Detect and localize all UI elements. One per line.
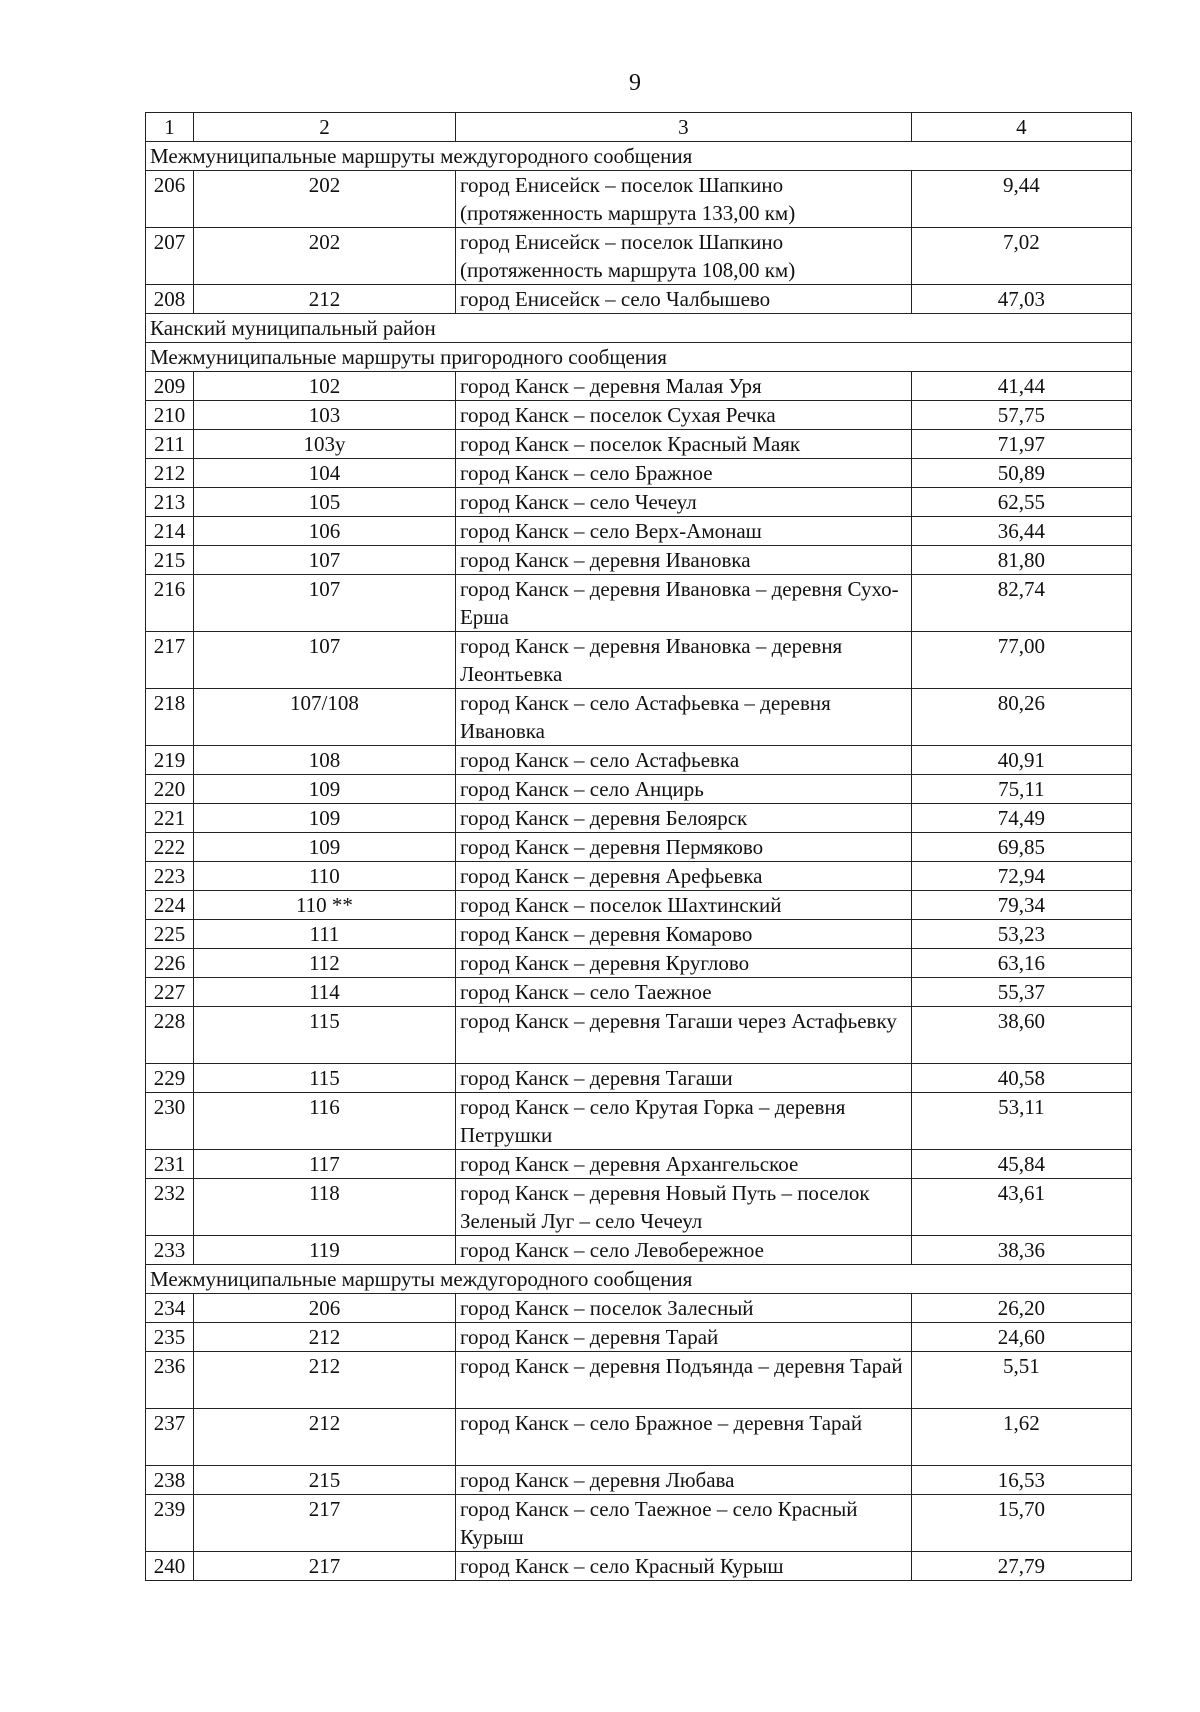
row-number-cell: 239: [146, 1495, 194, 1552]
route-value-cell: 40,58: [911, 1064, 1131, 1093]
row-number-cell: 223: [146, 862, 194, 891]
route-name-cell: город Канск – село Астафьевка: [455, 746, 911, 775]
table-row: [146, 949, 1132, 978]
routes-table: [145, 112, 1132, 1581]
route-name-cell: город Канск – село Левобережное: [455, 1236, 911, 1265]
route-value-cell: 15,70: [911, 1495, 1131, 1552]
table-row: [146, 833, 1132, 862]
section-row: [146, 343, 1132, 372]
header-cell-4: 4: [911, 113, 1131, 142]
route-number-cell: 212: [193, 1352, 455, 1409]
row-number-cell: 220: [146, 775, 194, 804]
table-row: [146, 228, 1132, 285]
route-value-cell: 24,60: [911, 1323, 1131, 1352]
page-number: 9: [629, 70, 641, 96]
row-number-cell: 235: [146, 1323, 194, 1352]
route-number-cell: 107/108: [193, 689, 455, 746]
route-value-cell: 82,74: [911, 575, 1131, 632]
table-row: [146, 978, 1132, 1007]
route-name-cell: город Канск – поселок Шахтинский: [455, 891, 911, 920]
route-number-cell: 106: [193, 517, 455, 546]
row-number-cell: 229: [146, 1064, 194, 1093]
table-row: [146, 746, 1132, 775]
route-value-cell: 26,20: [911, 1294, 1131, 1323]
route-name-cell: город Канск – деревня Ивановка – деревня Леонтьевка: [455, 632, 911, 689]
row-number-cell: 231: [146, 1150, 194, 1179]
row-number-cell: 211: [146, 430, 194, 459]
route-name-cell: город Канск – поселок Сухая Речка: [455, 401, 911, 430]
route-name-cell: город Канск – село Крутая Горка – деревня Петрушки: [455, 1093, 911, 1150]
header-cell-3: 3: [455, 113, 911, 142]
route-number-cell: 103: [193, 401, 455, 430]
table-row: [146, 171, 1132, 228]
table-row: [146, 459, 1132, 488]
row-number-cell: 218: [146, 689, 194, 746]
section-row: [146, 142, 1132, 171]
route-name-cell: город Канск – деревня Тагаши через Астафьевку: [455, 1007, 911, 1064]
row-number-cell: 236: [146, 1352, 194, 1409]
section-row: [146, 314, 1132, 343]
route-name-cell: город Канск – деревня Комарово: [455, 920, 911, 949]
table-row: [146, 1495, 1132, 1552]
table-row: [146, 1352, 1132, 1409]
route-name-cell: город Канск – село Бражное: [455, 459, 911, 488]
route-value-cell: 43,61: [911, 1179, 1131, 1236]
route-number-cell: 115: [193, 1007, 455, 1064]
route-number-cell: 109: [193, 833, 455, 862]
routes-body: [146, 113, 1132, 1581]
route-number-cell: 202: [193, 228, 455, 285]
table-row: [146, 1236, 1132, 1265]
route-value-cell: 38,36: [911, 1236, 1131, 1265]
route-name-cell: город Канск – поселок Залесный: [455, 1294, 911, 1323]
table-row: [146, 632, 1132, 689]
route-name-cell: город Канск – село Чечеул: [455, 488, 911, 517]
table-row: [146, 689, 1132, 746]
route-value-cell: 74,49: [911, 804, 1131, 833]
section-title: Межмуниципальные маршруты междугородного сообщения: [146, 142, 1132, 171]
table-row: [146, 546, 1132, 575]
route-name-cell: город Канск – деревня Пермяково: [455, 833, 911, 862]
table-row: [146, 430, 1132, 459]
route-value-cell: 38,60: [911, 1007, 1131, 1064]
row-number-cell: 224: [146, 891, 194, 920]
route-value-cell: 27,79: [911, 1552, 1131, 1581]
row-number-cell: 238: [146, 1466, 194, 1495]
route-number-cell: 117: [193, 1150, 455, 1179]
route-value-cell: 16,53: [911, 1466, 1131, 1495]
route-name-cell: город Канск – деревня Ивановка – деревня Сухо-Ерша: [455, 575, 911, 632]
route-number-cell: 104: [193, 459, 455, 488]
route-name-cell: город Канск – деревня Ивановка: [455, 546, 911, 575]
route-name-cell: город Канск – село Верх-Амонаш: [455, 517, 911, 546]
route-name-cell: город Канск – поселок Красный Маяк: [455, 430, 911, 459]
route-value-cell: 69,85: [911, 833, 1131, 862]
section-row: [146, 1265, 1132, 1294]
route-number-cell: 110 **: [193, 891, 455, 920]
table-row: [146, 775, 1132, 804]
route-name-cell: город Енисейск – село Чалбышево: [455, 285, 911, 314]
table-row: [146, 401, 1132, 430]
route-value-cell: 40,91: [911, 746, 1131, 775]
route-value-cell: 71,97: [911, 430, 1131, 459]
route-number-cell: 111: [193, 920, 455, 949]
row-number-cell: 227: [146, 978, 194, 1007]
table-row: [146, 517, 1132, 546]
route-number-cell: 206: [193, 1294, 455, 1323]
route-value-cell: 7,02: [911, 228, 1131, 285]
header-cell-1: 1: [146, 113, 194, 142]
table-row: [146, 372, 1132, 401]
table-row: [146, 1466, 1132, 1495]
table-row: [146, 1409, 1132, 1466]
table-row: [146, 804, 1132, 833]
route-value-cell: 45,84: [911, 1150, 1131, 1179]
row-number-cell: 221: [146, 804, 194, 833]
route-name-cell: город Канск – село Таежное: [455, 978, 911, 1007]
route-name-cell: город Канск – село Бражное – деревня Тарай: [455, 1409, 911, 1466]
route-name-cell: город Енисейск – поселок Шапкино (протяженность маршрута 133,00 км): [455, 171, 911, 228]
route-name-cell: город Канск – село Таежное – село Красный Курыш: [455, 1495, 911, 1552]
section-title: Межмуниципальные маршруты пригородного сообщения: [146, 343, 1132, 372]
row-number-cell: 216: [146, 575, 194, 632]
route-name-cell: город Канск – село Анцирь: [455, 775, 911, 804]
route-value-cell: 81,80: [911, 546, 1131, 575]
route-value-cell: 41,44: [911, 372, 1131, 401]
route-number-cell: 217: [193, 1552, 455, 1581]
table-row: [146, 1179, 1132, 1236]
row-number-cell: 214: [146, 517, 194, 546]
row-number-cell: 206: [146, 171, 194, 228]
route-value-cell: 79,34: [911, 891, 1131, 920]
row-number-cell: 237: [146, 1409, 194, 1466]
row-number-cell: 212: [146, 459, 194, 488]
route-value-cell: 36,44: [911, 517, 1131, 546]
section-title: Межмуниципальные маршруты междугородного сообщения: [146, 1265, 1132, 1294]
route-value-cell: 55,37: [911, 978, 1131, 1007]
route-name-cell: город Канск – деревня Любава: [455, 1466, 911, 1495]
route-name-cell: город Канск – деревня Арефьевка: [455, 862, 911, 891]
row-number-cell: 225: [146, 920, 194, 949]
route-value-cell: 1,62: [911, 1409, 1131, 1466]
table-row: [146, 488, 1132, 517]
route-number-cell: 107: [193, 632, 455, 689]
route-number-cell: 105: [193, 488, 455, 517]
table-row: [146, 1093, 1132, 1150]
row-number-cell: 222: [146, 833, 194, 862]
table-row: [146, 1552, 1132, 1581]
header-cell-2: 2: [193, 113, 455, 142]
route-name-cell: город Канск – село Астафьевка – деревня Ивановка: [455, 689, 911, 746]
row-number-cell: 215: [146, 546, 194, 575]
route-name-cell: город Канск – деревня Архангельское: [455, 1150, 911, 1179]
route-number-cell: 107: [193, 575, 455, 632]
route-number-cell: 103у: [193, 430, 455, 459]
route-value-cell: 53,11: [911, 1093, 1131, 1150]
route-name-cell: город Канск – деревня Тагаши: [455, 1064, 911, 1093]
row-number-cell: 209: [146, 372, 194, 401]
table-row: [146, 1294, 1132, 1323]
route-name-cell: город Канск – деревня Тарай: [455, 1323, 911, 1352]
route-name-cell: город Канск – деревня Подъянда – деревня Тарай: [455, 1352, 911, 1409]
route-number-cell: 102: [193, 372, 455, 401]
table-row: [146, 862, 1132, 891]
table-row: [146, 1323, 1132, 1352]
section-title: Канский муниципальный район: [146, 314, 1132, 343]
route-value-cell: 5,51: [911, 1352, 1131, 1409]
route-number-cell: 202: [193, 171, 455, 228]
route-number-cell: 109: [193, 804, 455, 833]
route-value-cell: 9,44: [911, 171, 1131, 228]
route-number-cell: 112: [193, 949, 455, 978]
route-value-cell: 53,23: [911, 920, 1131, 949]
row-number-cell: 230: [146, 1093, 194, 1150]
row-number-cell: 228: [146, 1007, 194, 1064]
route-value-cell: 63,16: [911, 949, 1131, 978]
route-number-cell: 114: [193, 978, 455, 1007]
header-row: [146, 113, 1132, 142]
row-number-cell: 232: [146, 1179, 194, 1236]
route-number-cell: 215: [193, 1466, 455, 1495]
route-name-cell: город Канск – деревня Белоярск: [455, 804, 911, 833]
route-number-cell: 108: [193, 746, 455, 775]
route-value-cell: 57,75: [911, 401, 1131, 430]
route-number-cell: 107: [193, 546, 455, 575]
table-row: [146, 1064, 1132, 1093]
route-number-cell: 212: [193, 1409, 455, 1466]
row-number-cell: 234: [146, 1294, 194, 1323]
row-number-cell: 210: [146, 401, 194, 430]
route-name-cell: город Канск – село Красный Курыш: [455, 1552, 911, 1581]
route-number-cell: 110: [193, 862, 455, 891]
route-name-cell: город Канск – деревня Новый Путь – поселок Зеленый Луг – село Чечеул: [455, 1179, 911, 1236]
route-number-cell: 212: [193, 1323, 455, 1352]
route-number-cell: 119: [193, 1236, 455, 1265]
row-number-cell: 213: [146, 488, 194, 517]
route-value-cell: 50,89: [911, 459, 1131, 488]
table-row: [146, 891, 1132, 920]
route-value-cell: 47,03: [911, 285, 1131, 314]
route-value-cell: 62,55: [911, 488, 1131, 517]
table-row: [146, 1007, 1132, 1064]
route-number-cell: 217: [193, 1495, 455, 1552]
row-number-cell: 226: [146, 949, 194, 978]
route-value-cell: 77,00: [911, 632, 1131, 689]
route-name-cell: город Канск – деревня Круглово: [455, 949, 911, 978]
route-number-cell: 118: [193, 1179, 455, 1236]
row-number-cell: 240: [146, 1552, 194, 1581]
table-row: [146, 575, 1132, 632]
row-number-cell: 233: [146, 1236, 194, 1265]
route-name-cell: город Канск – деревня Малая Уря: [455, 372, 911, 401]
route-value-cell: 80,26: [911, 689, 1131, 746]
row-number-cell: 208: [146, 285, 194, 314]
route-number-cell: 109: [193, 775, 455, 804]
route-value-cell: 75,11: [911, 775, 1131, 804]
route-number-cell: 212: [193, 285, 455, 314]
table-row: [146, 920, 1132, 949]
row-number-cell: 219: [146, 746, 194, 775]
route-number-cell: 116: [193, 1093, 455, 1150]
table-row: [146, 1150, 1132, 1179]
row-number-cell: 207: [146, 228, 194, 285]
route-name-cell: город Енисейск – поселок Шапкино (протяженность маршрута 108,00 км): [455, 228, 911, 285]
route-value-cell: 72,94: [911, 862, 1131, 891]
route-number-cell: 115: [193, 1064, 455, 1093]
row-number-cell: 217: [146, 632, 194, 689]
table-row: [146, 285, 1132, 314]
